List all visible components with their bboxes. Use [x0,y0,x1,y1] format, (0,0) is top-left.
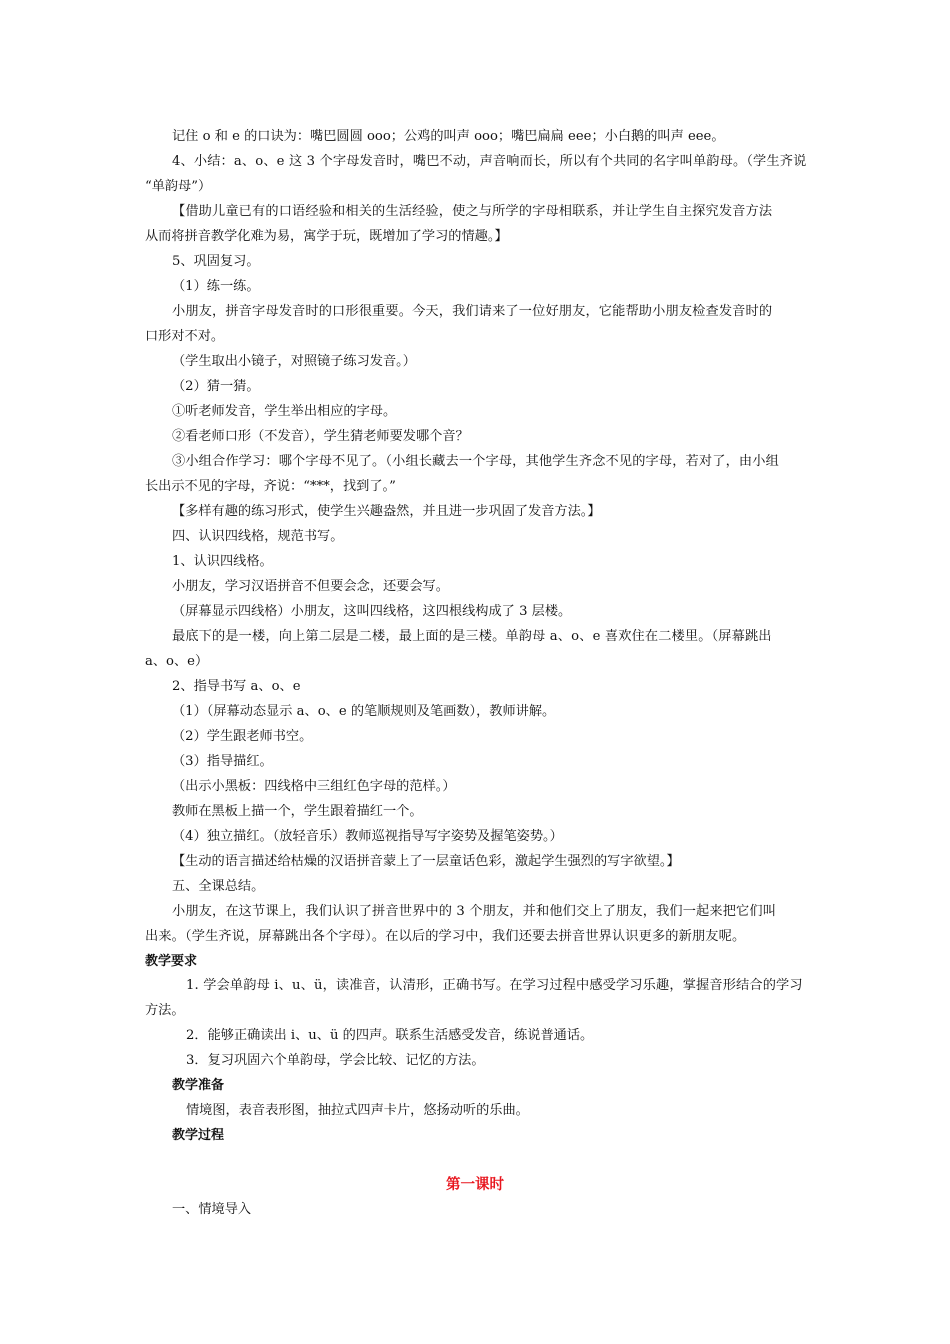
text-line: 小朋友，拼音字母发音时的口形很重要。今天，我们请来了一位好朋友，它能帮助小朋友检查发音时的 [172,304,773,319]
comment-line: 【借助儿童已有的口语经验和相关的生活经验，使之与所学的字母相联系，并让学生自主探究发音方法 [172,204,773,219]
text-line: 教师在黑板上描一个，学生跟着描红一个。 [172,804,423,819]
text-line: 情境图，表音表形图，抽拉式四声卡片，悠扬动听的乐曲。 [186,1103,529,1118]
text-line: 2、指导书写 a、o、e [172,679,301,694]
text-line: （1）练一练。 [172,279,260,294]
text-line: 小朋友，在这节课上，我们认识了拼音世界中的 3 个朋友，并和他们交上了朋友，我们一起来把它们叫 [172,904,777,919]
text-line: 出来。（学生齐说，屏幕跳出各个字母）。在以后的学习中，我们还要去拼音世界认识更多的新朋友呢。 [145,929,746,944]
lesson-title: 第一课时 [446,1177,504,1193]
text-line: （出示小黑板：四线格中三组红色字母的范样。） [172,779,456,794]
text-line: “单韵母”） [145,179,212,194]
heading-teaching-requirements: 教学要求 [145,954,198,969]
text-line: 2．能够正确读出 i、u、ü 的四声。联系生活感受发音，练说普通话。 [186,1028,594,1043]
text-line: 长出示不见的字母，齐说：“***，找到了。” [145,479,396,494]
heading-teaching-preparation: 教学准备 [172,1078,225,1093]
text-line: （1）（屏幕动态显示 a、o、e 的笔顺规则及笔画数），教师讲解。 [172,704,556,719]
text-line: （2）猜一猜。 [172,379,260,394]
comment-line: 从而将拼音教学化难为易，寓学于玩，既增加了学习的情趣。】 [145,229,508,244]
text-line: 方法。 [145,1003,185,1018]
comment-line: 【生动的语言描述给枯燥的汉语拼音蒙上了一层童话色彩，激起学生强烈的写字欲望。】 [172,854,680,869]
text-line: （3）指导描红。 [172,754,273,769]
section-heading: 五、全课总结。 [172,879,265,894]
section-heading: 四、认识四线格，规范书写。 [172,529,344,544]
section-heading: 一、情境导入 [172,1202,252,1217]
text-line: a、o、e） [145,654,209,669]
text-line: 4、小结：a、o、e 这 3 个字母发音时，嘴巴不动，声音响而长，所以有个共同的名字叫单韵母。（学生齐说 [172,154,807,169]
text-line: （学生取出小镜子，对照镜子练习发音。） [172,354,416,369]
text-line: 口形对不对。 [145,329,225,344]
text-line: 3．复习巩固六个单韵母，学会比较、记忆的方法。 [186,1053,485,1068]
text-line: ①听老师发音，学生举出相应的字母。 [172,404,397,419]
text-line: ③小组合作学习：哪个字母不见了。（小组长藏去一个字母，其他学生齐念不见的字母，若对了，由小组 [172,454,779,469]
text-line: 记住 o 和 e 的口诀为：嘴巴圆圆 ooo；公鸡的叫声 ooo；嘴巴扁扁 eee；小白鹅的叫声 eee。 [172,129,725,144]
heading-teaching-process: 教学过程 [172,1128,225,1143]
text-line: 5、巩固复习。 [172,254,260,269]
text-line: 1. 学会单韵母 i、u、ü，读准音，认清形，正确书写。在学习过程中感受学习乐趣，掌握音形结合的学习 [186,978,803,993]
text-line: ②看老师口形（不发音），学生猜老师要发哪个音？ [172,429,469,444]
comment-line: 【多样有趣的练习形式，使学生兴趣盎然，并且进一步巩固了发音方法。】 [172,504,601,519]
text-line: （2）学生跟老师书空。 [172,729,313,744]
text-line: 1、认识四线格。 [172,554,273,569]
text-line: （屏幕显示四线格）小朋友，这叫四线格，这四根线构成了 3 层楼。 [172,604,572,619]
text-line: 最底下的是一楼，向上第二层是二楼，最上面的是三楼。单韵母 a、o、e 喜欢住在二楼里。（屏幕跳出 [172,629,772,644]
text-line: 小朋友，学习汉语拼音不但要会念，还要会写。 [172,579,449,594]
text-line: （4）独立描红。（放轻音乐）教师巡视指导写字姿势及握笔姿势。） [172,829,563,844]
